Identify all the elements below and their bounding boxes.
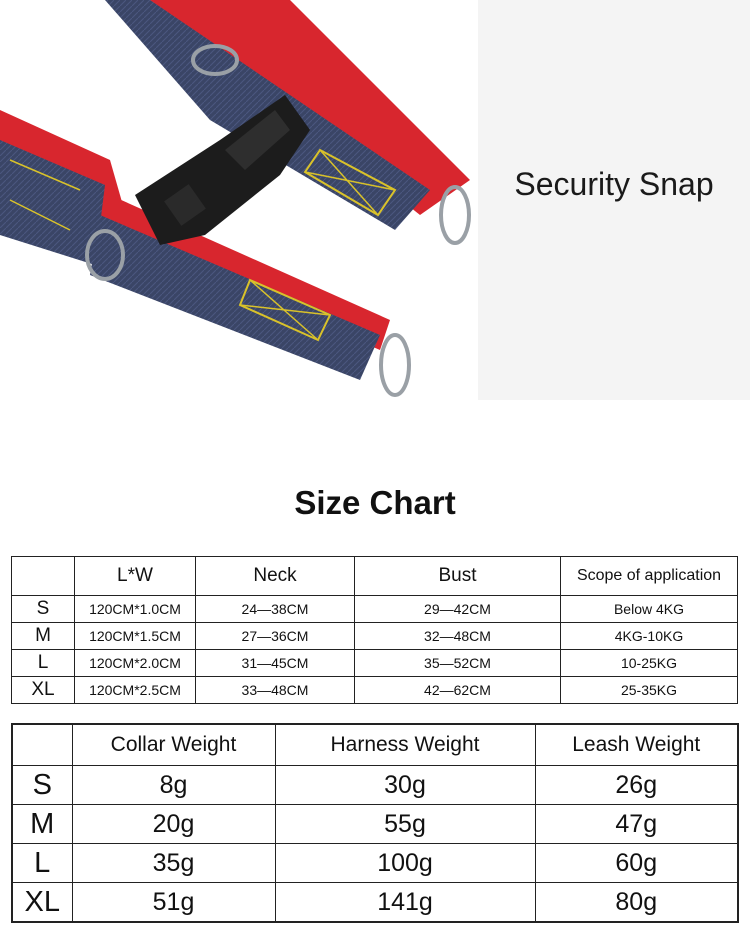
column-header: Collar Weight: [72, 724, 275, 766]
column-header: L*W: [75, 557, 196, 596]
size-cell: S: [12, 596, 75, 623]
column-header: Harness Weight: [275, 724, 535, 766]
collar-weight-cell: 8g: [72, 766, 275, 805]
scope-cell: 10-25KG: [561, 650, 738, 677]
leash-weight-cell: 80g: [535, 883, 738, 923]
harness-weight-cell: 30g: [275, 766, 535, 805]
table-row: [12, 844, 738, 883]
length-width-cell: 120CM*2.0CM: [75, 650, 196, 677]
collar-weight-cell: 20g: [72, 805, 275, 844]
weights-table: [11, 723, 739, 923]
table-row: [12, 883, 738, 923]
column-header: Leash Weight: [535, 724, 738, 766]
table-row: [12, 677, 738, 704]
dimensions-header-row: [12, 557, 738, 596]
bust-cell: 32—48CM: [355, 623, 561, 650]
neck-cell: 31—45CM: [196, 650, 355, 677]
lower-strap: [90, 195, 390, 380]
product-photo: [0, 0, 478, 400]
bust-cell: 29—42CM: [355, 596, 561, 623]
length-width-cell: 120CM*1.0CM: [75, 596, 196, 623]
photo-caption: Security Snap: [514, 166, 714, 202]
length-width-cell: 120CM*1.5CM: [75, 623, 196, 650]
table-row: [12, 766, 738, 805]
column-header: [12, 724, 72, 766]
size-cell: XL: [12, 677, 75, 704]
column-header: Scope of application: [561, 557, 738, 596]
scope-cell: 25-35KG: [561, 677, 738, 704]
harness-weight-cell: 100g: [275, 844, 535, 883]
caption-panel: [478, 0, 750, 400]
size-cell: XL: [12, 883, 72, 923]
weights-header-row: [12, 724, 738, 766]
harness-weight-cell: 55g: [275, 805, 535, 844]
size-cell: L: [12, 650, 75, 677]
table-row: [12, 623, 738, 650]
size-cell: S: [12, 766, 72, 805]
neck-cell: 27—36CM: [196, 623, 355, 650]
bust-cell: 42—62CM: [355, 677, 561, 704]
table-row: [12, 650, 738, 677]
size-chart-title: Size Chart: [294, 484, 456, 521]
size-cell: M: [12, 805, 72, 844]
scope-cell: 4KG-10KG: [561, 623, 738, 650]
harness-weight-cell: 141g: [275, 883, 535, 923]
neck-cell: 33—48CM: [196, 677, 355, 704]
column-header: Neck: [196, 557, 355, 596]
table-row: [12, 805, 738, 844]
length-width-cell: 120CM*2.5CM: [75, 677, 196, 704]
scope-cell: Below 4KG: [561, 596, 738, 623]
dimensions-table: [11, 556, 738, 704]
neck-cell: 24—38CM: [196, 596, 355, 623]
leash-weight-cell: 47g: [535, 805, 738, 844]
column-header: Bust: [355, 557, 561, 596]
size-cell: M: [12, 623, 75, 650]
table-row: [12, 596, 738, 623]
leash-weight-cell: 60g: [535, 844, 738, 883]
size-cell: L: [12, 844, 72, 883]
bust-cell: 35—52CM: [355, 650, 561, 677]
column-header: [12, 557, 75, 596]
harness-buckle-illustration: [0, 0, 478, 400]
collar-weight-cell: 51g: [72, 883, 275, 923]
collar-weight-cell: 35g: [72, 844, 275, 883]
leash-weight-cell: 26g: [535, 766, 738, 805]
